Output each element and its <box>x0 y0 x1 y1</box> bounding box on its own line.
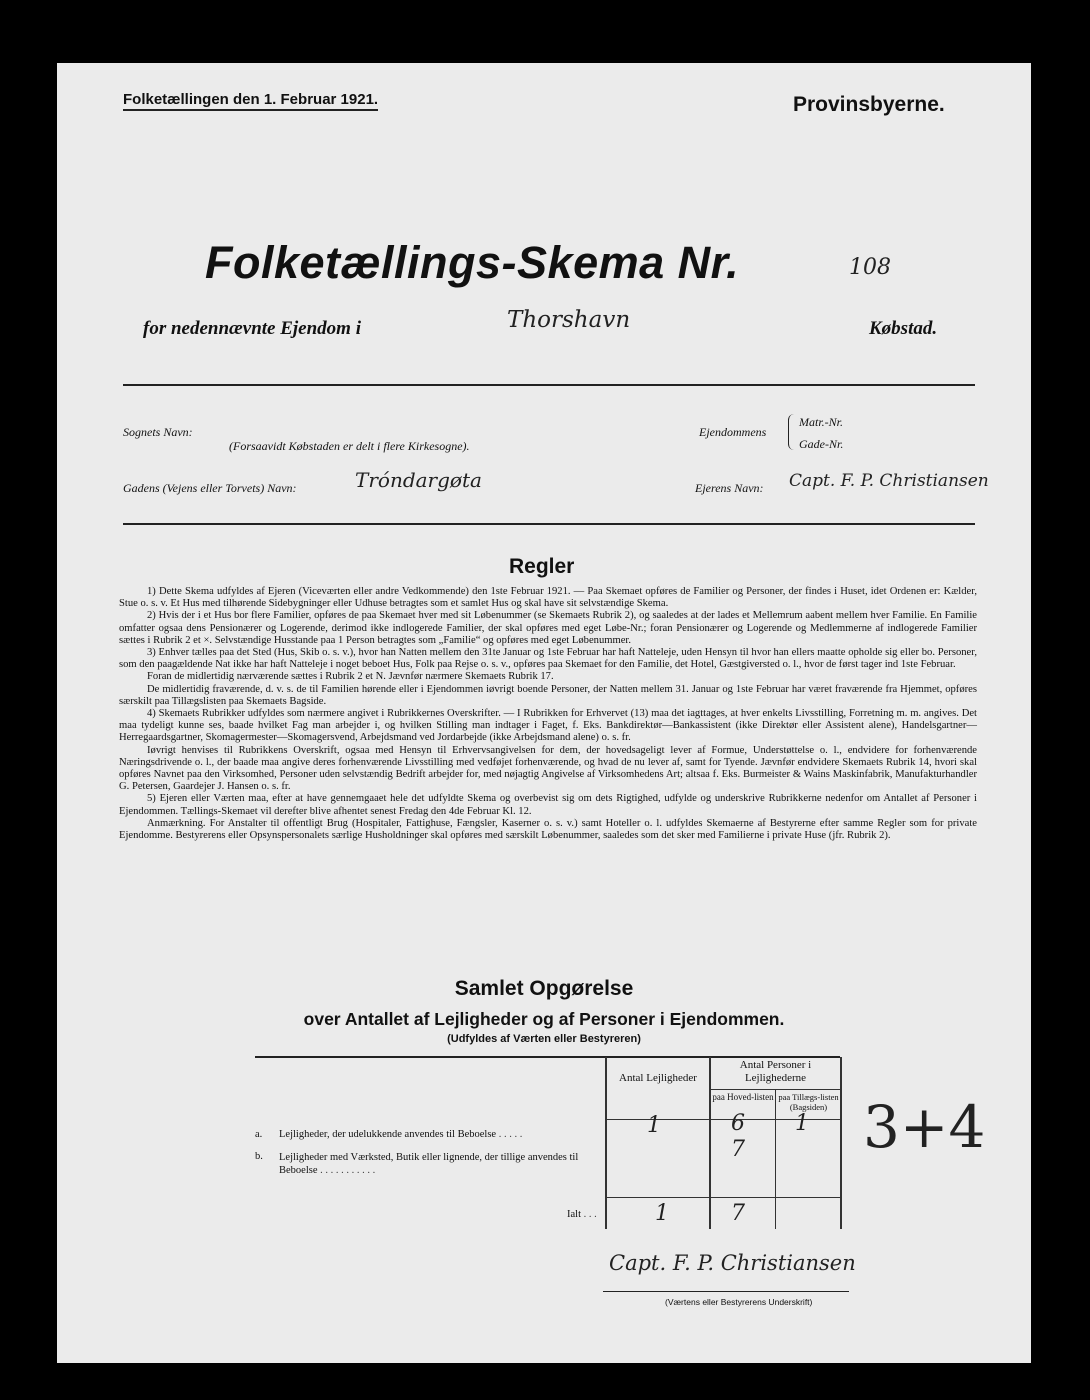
subtitle-prefix: for nedennævnte Ejendom i <box>143 318 361 339</box>
rule-paragraph: Iøvrigt henvises til Rubrikkens Overskrift, ogsaa med Hensyn til Erhvervsangivelsen for dem, der hovedsageligt lever af Formue, Understøttelse o. l., endvidere for forhenværende Næringsdrivende o. l., der baade maa angive deres forhenværende Livsstilling med vedføjet forhenværende, og hvad de nu lever af, samt for Tyende. Jævnfør endvidere Skemaets Rubrik 14, hvori skal opføres Navnet paa den Virksomhed, Personer uden selvstændig Bedrift arbejder for, med nøjagtig Angivelse af Virksomhedens Art; altsaa f. Eks. Burmeister & Wains Maskinfabrik, Manufakturhandler G. Petersen, Gaardejer J. Hansen o. s. fr. <box>119 744 977 793</box>
summary-subheading: over Antallet af Lejligheder og af Personer i Ejendommen. <box>303 1009 785 1029</box>
rule-paragraph: 5) Ejeren eller Værten maa, efter at have gennemgaaet hele det udfyldte Skema og overbevist sig om dets Rigtighed, udfylde og underskrive Rubrikkerne nedenfor om Antallet af Personer i Ejendommen. Tællings-Skemaet vil derefter blive afhentet senest Fredag den 4de Februar Kl. 12. <box>119 793 977 817</box>
signature-line <box>603 1291 849 1292</box>
row-rule <box>709 1089 840 1090</box>
row-a-letter: a. <box>255 1129 263 1140</box>
region-category: Provinsbyerne. <box>793 93 945 116</box>
form-title: Folketællings-Skema Nr. <box>205 237 740 288</box>
summary-heading: Samlet Opgørelse <box>454 977 634 1000</box>
parish-label: Sognets Navn: <box>123 425 193 439</box>
signature: Capt. F. P. Christiansen <box>609 1251 856 1275</box>
rule-paragraph: 2) Hvis der i et Hus bor flere Familier, opføres de paa Skemaet hver med sit Løbenummer (se Skemaets Rubrik 2), og saaledes at der lades et Mellemrum aabent mellem hver Familie. En Familie omfatter ogsaa dens Pensionærer og Logerende, derimod ikke indlogerede Familier, der skal opføres med eget Løbe-Nr.; foran Pensionærer og Logerende og Medlemmerne af indlogerede Familier sættes i Rubrik 2 et ×. Selvstændige Husstande paa 1 Person betragtes som „Familie“ og opføres med eget Løbenummer. <box>119 610 977 646</box>
col-header-main-list: paa Hoved-listen <box>712 1092 774 1102</box>
col-rule <box>840 1057 842 1229</box>
subtitle-suffix: Købstad. <box>869 318 938 339</box>
rules-text <box>119 586 977 842</box>
rule-paragraph: 1) Dette Skema udfyldes af Ejeren (Viceværten eller andre Vedkommende) den 1ste Februar 1921. — Paa Skemaet opføres de Familier og Personer, der findes i Huset, idet Ordenen er: Kælder, Stue o. s. v. Et Hus med tilhørende Sidebygninger eller Udhuse betragtes som et samlet Hus og skal have sit selvstændige Skema. <box>119 586 977 610</box>
rule-paragraph: Anmærkning. For Anstalter til offentligt Brug (Hospitaler, Fattighuse, Fængsler, Kaserner o. s. v.) samt Hoteller o. l. udfyldes Skemaerne af Bestyrerne efter samme Regler som for private Ejendomme. Bestyrerens eller Opsynspersonalets særlige Husholdninger skal opføres med særskilt Løbenummer, saaledes som det sker med Familierne i private Huse (jfr. Rubrik 2). <box>119 817 977 842</box>
matr-label: Matr.-Nr. <box>799 415 844 429</box>
brace <box>788 414 795 450</box>
col-header-persons: Antal Personer i Lejlighederne <box>739 1059 812 1084</box>
divider <box>123 384 975 386</box>
rules-heading: Regler <box>509 555 575 578</box>
dot-leader: . . . <box>581 1209 597 1220</box>
row-a-main: 6 <box>731 1111 745 1136</box>
total-main: 7 <box>731 1201 745 1226</box>
rule-paragraph: 3) Enhver tælles paa det Sted (Hus, Skib o. s. v.), hvor han Natten mellem den 31te Januar og 1ste Februar har haft Natteleje, uden Hensyn til hvor han ellers maatte opholde sig eller bo. Personer, som den paagældende Nat ikke har haft Natteleje i noget beboet Hus, Folk paa Rejse o. s. v., opføres paa Skemaet for den Familie, det Hotel, Gæstgiversted o. l., hvor de først tager ind 1ste Februar. <box>119 647 977 671</box>
total-apartments: 1 <box>655 1201 669 1226</box>
rule-paragraph: De midlertidig fraværende, d. v. s. de til Familien hørende eller i Ejendommen iøvrigt boende Personer, der Natten mellem 31. Januar og 1ste Februar har været fraværende fra Hjemmet, opføres særskilt paa Tillægslisten paa Skemaets Bagside. <box>119 683 977 707</box>
form-number: 108 <box>849 255 891 280</box>
parish-note: (Forsaavidt Købstaden er delt i flere Kirkesogne). <box>229 439 470 453</box>
col-rule <box>775 1089 776 1229</box>
row-a-apartments: 1 <box>647 1113 661 1138</box>
rule-paragraph: 4) Skemaets Rubrikker udfyldes som nærmere angivet i Rubrikkernes Overskrifter. — I Rubrikken for Erhvervet (13) maa det iagttages, at hver enkelts Livsstilling, Forretning m. m. angives. Det maa tydeligt kunne ses, baade hvilket Fag man arbejder i, og hvilken Stilling man indtager i Faget, f. Eks. Bankdirektør—Bankassistent (ikke Direktør eller Assistent alene), Handelsgartner—Herregaardsgartner, Skomagermester—Skomagersvend, Arbejdsmand ved Jordarbejde (ikke Arbejdsmand alene) o. s. fr. <box>119 708 977 744</box>
rule-paragraph: Foran de midlertidig nærværende sættes i Rubrik 2 et N. Jævnfør nærmere Skemaets Rubrik 17. <box>147 671 554 683</box>
row-a-label-text: Lejligheder, der udelukkende anvendes til Beboelse <box>279 1129 497 1140</box>
gade-nr-label: Gade-Nr. <box>799 437 844 451</box>
col-header-apartments: Antal Lejligheder <box>619 1072 697 1084</box>
owner-value: Capt. F. P. Christiansen <box>789 471 989 491</box>
town-name: Thorshavn <box>507 307 631 333</box>
row-rule <box>605 1197 840 1198</box>
street-name-label: Gadens (Vejens eller Torvets) Navn: <box>123 481 297 495</box>
total-label-text: Ialt <box>567 1209 581 1220</box>
census-date-label: Folketællingen den 1. Februar 1921. <box>123 91 378 111</box>
row-b-label-text: Lejligheder med Værksted, Butik eller lignende, der tillige anvendes til Beboelse <box>279 1152 579 1176</box>
divider <box>123 523 975 525</box>
row-b-label <box>279 1151 607 1177</box>
street-name-value: Tróndargøta <box>355 468 482 492</box>
col-header-supp-list: paa Tillægs-listen (Bagsiden) <box>778 1092 839 1112</box>
total-label <box>567 1209 597 1220</box>
row-a-supp: 1 <box>795 1111 809 1136</box>
property-label: Ejendommens <box>699 425 767 439</box>
summary-note: (Udfyldes af Værten eller Bestyreren) <box>447 1033 641 1045</box>
row-b-main: 7 <box>731 1137 745 1162</box>
row-a-label <box>279 1129 601 1140</box>
table-top-rule <box>255 1056 840 1058</box>
dot-leader: . . . . . <box>496 1129 523 1140</box>
signature-caption: (Værtens eller Bestyrerens Underskrift) <box>665 1297 813 1307</box>
census-form-page <box>57 63 1031 1363</box>
row-b-letter: b. <box>255 1151 263 1162</box>
owner-label: Ejerens Navn: <box>695 481 764 495</box>
dot-leader: . . . . . . . . . . . <box>317 1165 376 1176</box>
side-note: 3+4 <box>863 1093 986 1161</box>
